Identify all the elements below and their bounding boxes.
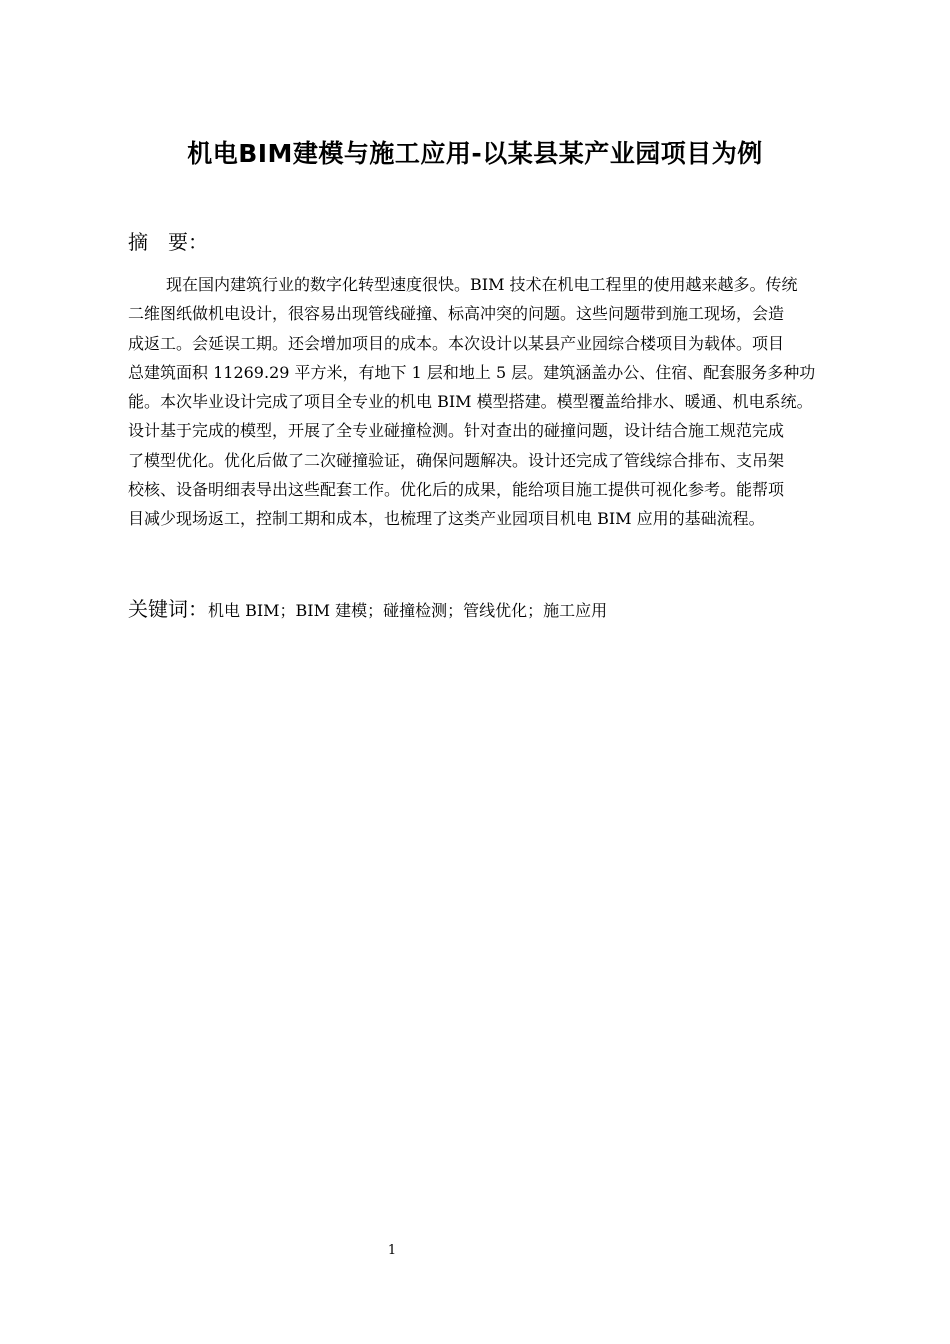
abstract-line: 能。本次毕业设计完成了项目全专业的机电 BIM 模型搭建。模型覆盖给排水、暖通、机电系统。	[128, 392, 813, 412]
keywords-label: 关键词：	[128, 597, 208, 621]
abstract-line: 总建筑面积 11269.29 平方米，有地下 1 层和地上 5 层。建筑涵盖办公、住宿、配套服务多种功	[128, 362, 816, 382]
abstract-line: 目减少现场返工，控制工期和成本，也梳理了这类产业园项目机电 BIM 应用的基础流程。	[128, 509, 765, 529]
page-number: 1	[387, 1243, 397, 1258]
abstract-line: 二维图纸做机电设计，很容易出现管线碰撞、标高冲突的问题。这些问题带到施工现场，会造	[128, 304, 785, 324]
abstract-body	[128, 270, 828, 534]
abstract-heading: 摘 要：	[128, 230, 208, 254]
abstract-line: 校核、设备明细表导出这些配套工作。优化后的成果，能给项目施工提供可视化参考。能帮项	[128, 480, 785, 500]
document-title: 机电BIM建模与施工应用-以某县某产业园项目为例	[187, 139, 763, 168]
abstract-line: 设计基于完成的模型，开展了全专业碰撞检测。针对查出的碰撞问题，设计结合施工规范完成	[128, 421, 785, 441]
abstract-line: 了模型优化。优化后做了二次碰撞验证，确保问题解决。设计还完成了管线综合排布、支吊架	[128, 450, 785, 470]
keywords-text: 机电 BIM；BIM 建模；碰撞检测；管线优化；施工应用	[208, 601, 608, 620]
abstract-line: 现在国内建筑行业的数字化转型速度很快。BIM 技术在机电工程里的使用越来越多。传统	[166, 275, 798, 294]
abstract-line: 成返工。会延误工期。还会增加项目的成本。本次设计以某县产业园综合楼项目为载体。项目	[128, 333, 785, 353]
keywords	[128, 595, 607, 625]
